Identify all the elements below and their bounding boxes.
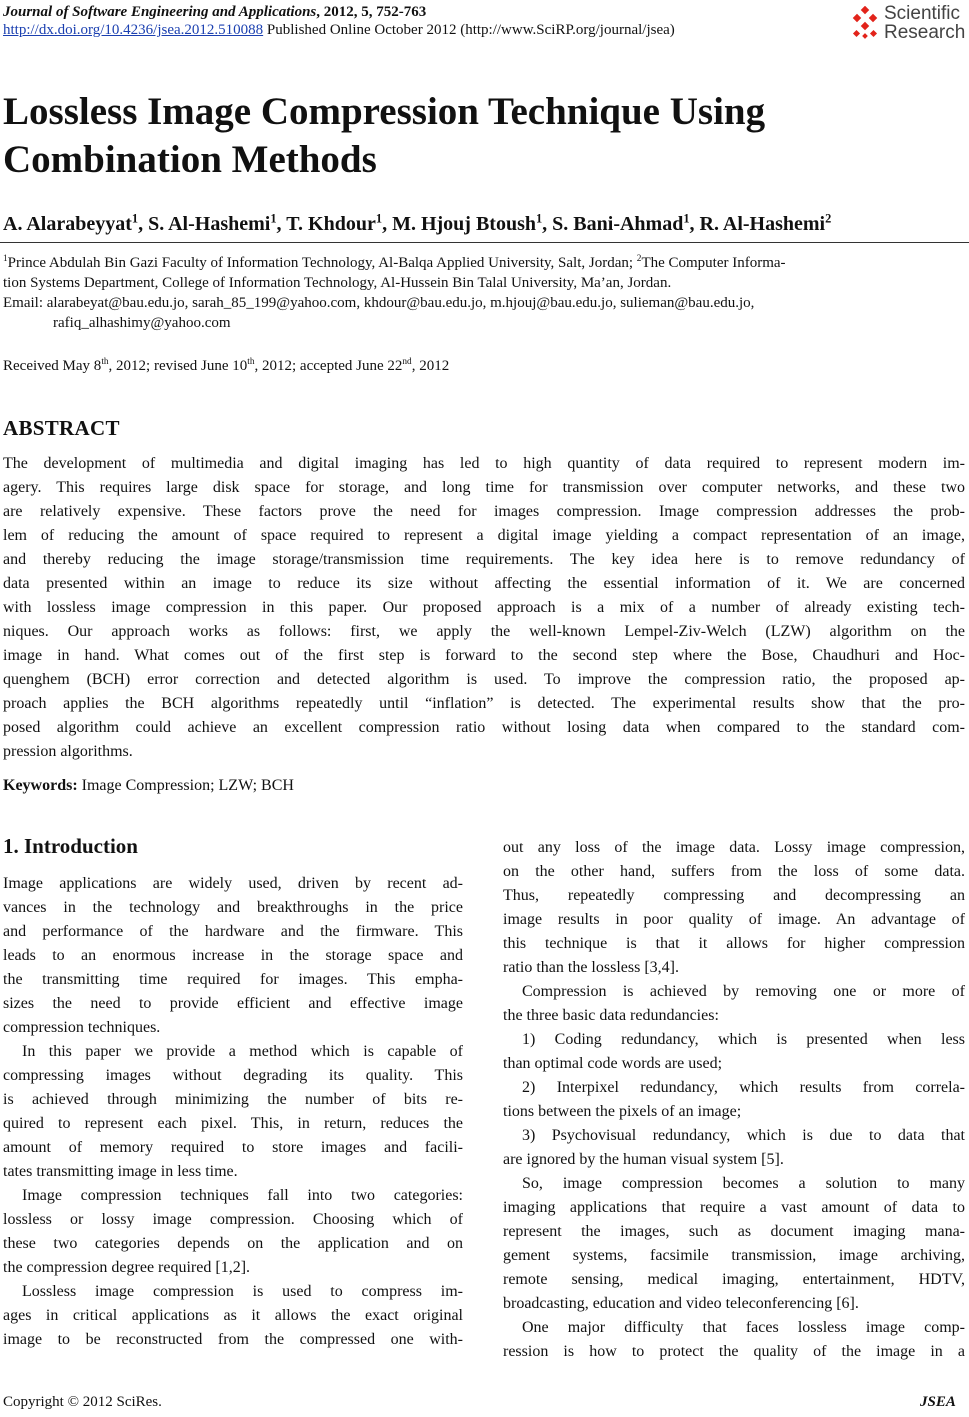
paragraph-line: vances in the technology and breakthroughs in the price bbox=[3, 899, 463, 916]
date-suffix: nd bbox=[402, 357, 412, 367]
email-line: rafiq_alhashimy@yahoo.com bbox=[53, 315, 231, 331]
paragraph-line: leads to an enormous increase in the storage space and bbox=[3, 947, 463, 964]
abstract-line: niques. Our approach works as follows: first, we apply the well-known Lempel-Ziv-Welch (LZW) algorithm on the bbox=[3, 623, 965, 640]
paragraph-line: compression techniques. bbox=[3, 1019, 161, 1036]
paragraph-line: image results in poor quality of image. An advantage of bbox=[503, 911, 965, 928]
abstract-line: agery. This requires large disk space for storage, and long time for transmission over computer networks, and these two bbox=[3, 479, 965, 496]
author-name: S. Bani-Ahmad bbox=[552, 213, 684, 235]
paragraph-line: this technique is that it allows for higher compression bbox=[503, 935, 965, 952]
abstract-line: are relatively expensive. These factors prove the need for images compression. Image compression addresses the prob- bbox=[3, 503, 965, 520]
logo-text-scientific: Scientific bbox=[884, 3, 961, 24]
paragraph-line: than optimal code words are used; bbox=[503, 1055, 723, 1072]
paragraph-line: the three basic data redundancies: bbox=[503, 1007, 719, 1024]
publication-line bbox=[3, 21, 675, 39]
abstract-line: with lossless image compression in this paper. Our proposed approach is a mix of a number of already existing tech- bbox=[3, 599, 965, 616]
author-affiliation-marker: 1 bbox=[270, 211, 277, 226]
abstract-line: data presented within an image to reduce its size without affecting the essential information of it. We are concerned bbox=[3, 575, 965, 592]
abstract-heading: ABSTRACT bbox=[3, 416, 120, 440]
affiliation-text: Prince Abdulah Bin Gazi Faculty of Information Technology, Al-Balqa Applied University, Salt, Jordan; bbox=[7, 255, 637, 271]
abstract-line: pression algorithms. bbox=[3, 743, 133, 760]
paragraph-line: Image compression techniques fall into two categories: bbox=[22, 1187, 463, 1204]
publisher-logo bbox=[848, 2, 968, 44]
paragraph-line: are ignored by the human visual system [5]. bbox=[503, 1151, 784, 1168]
accepted-date: , 2012; accepted June 22 bbox=[254, 358, 403, 374]
paragraph-line: 1) Coding redundancy, which is presented when less bbox=[522, 1031, 965, 1048]
abstract-line: quenghem (BCH) error correction and detected algorithm is used. To improve the compression ratio, the proposed ap- bbox=[3, 671, 965, 688]
email-line: Email: alarabeyat@bau.edu.jo, sarah_85_199@yahoo.com, khdour@bau.edu.jo, m.hjouj@bau.edu.jo, sulieman@bau.edu.jo, bbox=[3, 295, 755, 311]
paragraph-line: amount of memory required to store images and facili- bbox=[3, 1139, 463, 1156]
paragraph-line: represent the images, such as document imaging mana- bbox=[503, 1223, 965, 1240]
abstract-line: posed algorithm could achieve an excellent compression ratio without losing data when compared to the standard com- bbox=[3, 719, 965, 736]
paragraph-line: ression is how to protect the quality of the image in a bbox=[503, 1343, 965, 1360]
title-line: Combination Methods bbox=[3, 138, 377, 181]
paragraph-line: is achieved through minimizing the number of bits re- bbox=[3, 1091, 463, 1108]
abstract-line: proach applies the BCH algorithms repeatedly until “inflation” is detected. The experimental results show that the pro- bbox=[3, 695, 965, 712]
author-name: S. Al-Hashemi bbox=[148, 213, 271, 235]
paragraph-line: 3) Psychovisual redundancy, which is due to data that bbox=[522, 1127, 965, 1144]
doi-link[interactable]: http://dx.doi.org/10.4236/jsea.2012.510088 bbox=[3, 22, 264, 38]
paragraph-line: broadcasting, education and video teleconferencing [6]. bbox=[503, 1295, 859, 1312]
divider bbox=[0, 242, 969, 243]
author-separator: , bbox=[138, 213, 149, 235]
date-suffix: th bbox=[101, 357, 109, 367]
author-affiliation-marker: 2 bbox=[825, 211, 832, 226]
paragraph-line: Thus, repeatedly compressing and decompressing an bbox=[503, 887, 965, 904]
author-name: T. Khdour bbox=[286, 213, 376, 235]
affiliation-marker: 2 bbox=[636, 254, 642, 264]
paragraph-line: on the other hand, suffers from the loss of some data. bbox=[503, 863, 965, 880]
submission-dates bbox=[3, 356, 449, 376]
paragraph-line: out any loss of the image data. Lossy image compression, bbox=[503, 839, 965, 856]
keywords-label: Keywords: bbox=[3, 777, 78, 794]
paragraph-line: In this paper we provide a method which is capable of bbox=[22, 1043, 463, 1060]
revised-date: , 2012; revised June 10 bbox=[108, 358, 248, 374]
received-date: Received May 8 bbox=[3, 358, 102, 374]
copyright-footer: Copyright © 2012 SciRes. bbox=[3, 1394, 162, 1410]
affiliation-line bbox=[3, 253, 967, 273]
date-year: , 2012 bbox=[411, 358, 450, 374]
paragraph-line: Lossless image compression is used to compress im- bbox=[22, 1283, 463, 1300]
journal-header bbox=[3, 3, 426, 21]
logo-text-research: Research bbox=[884, 22, 966, 43]
paragraph-line: gement systems, facsimile transmission, image archiving, bbox=[503, 1247, 965, 1264]
author-name: A. Alarabeyyat bbox=[3, 213, 132, 235]
paragraph-line: Image applications are widely used, driven by recent ad- bbox=[3, 875, 463, 892]
affiliation-text: The Computer Informa- bbox=[641, 255, 786, 271]
author-name: R. Al-Hashemi bbox=[699, 213, 826, 235]
keywords-text: Image Compression; LZW; BCH bbox=[77, 777, 294, 794]
author-affiliation-marker: 1 bbox=[683, 211, 690, 226]
paragraph-line: tates transmitting image in less time. bbox=[3, 1163, 238, 1180]
abstract-line: lem of reducing the amount of space required to represent a digital image yielding a compact representation of an image, bbox=[3, 527, 965, 544]
author-affiliation-marker: 1 bbox=[535, 211, 543, 226]
published-online-text: Published Online October 2012 (http://www.SciRP.org/journal/jsea) bbox=[263, 22, 675, 38]
paragraph-line: remote sensing, medical imaging, entertainment, HDTV, bbox=[503, 1271, 965, 1288]
paragraph-line: Compression is achieved by removing one or more of bbox=[522, 983, 965, 1000]
paragraph-line: the transmitting time required for images. This empha- bbox=[3, 971, 463, 988]
paragraph-line: lossless or lossy image compression. Choosing which of bbox=[3, 1211, 463, 1228]
author-separator: , bbox=[276, 213, 287, 235]
paper-title bbox=[3, 88, 903, 184]
paragraph-line: 2) Interpixel redundancy, which results from correla- bbox=[522, 1079, 965, 1096]
abstract-line: The development of multimedia and digital imaging has led to high quantity of data required to represent modern im- bbox=[3, 455, 965, 472]
author-separator: , bbox=[542, 213, 553, 235]
paragraph-line: ratio than the lossless [3,4]. bbox=[503, 959, 679, 976]
author-list bbox=[3, 212, 831, 236]
volume-info: , 2012, 5, 752-763 bbox=[316, 4, 427, 20]
paragraph-line: tions between the pixels of an image; bbox=[503, 1103, 742, 1120]
section-heading-introduction: 1. Introduction bbox=[3, 834, 138, 858]
date-suffix: th bbox=[247, 357, 255, 367]
paragraph-line: One major difficulty that faces lossless image comp- bbox=[522, 1319, 965, 1336]
paragraph-line: quired to represent each pixel. This, in return, reduces the bbox=[3, 1115, 463, 1132]
title-line: Lossless Image Compression Technique Using bbox=[3, 90, 766, 133]
paragraph-line: image to be reconstructed from the compressed one with- bbox=[3, 1331, 463, 1348]
paragraph-line: the compression degree required [1,2]. bbox=[3, 1259, 251, 1276]
paragraph-line: and performance of the hardware and the firmware. This bbox=[3, 923, 463, 940]
author-separator: , bbox=[689, 213, 700, 235]
scientific-research-logo-icon bbox=[848, 6, 882, 40]
journal-name: Journal of Software Engineering and Applications bbox=[3, 4, 317, 20]
author-separator: , bbox=[382, 213, 393, 235]
paragraph-line: imaging applications that require a vast amount of data to bbox=[503, 1199, 965, 1216]
affiliation-line: tion Systems Department, College of Information Technology, Al-Hussein Bin Talal University, Ma’an, Jordan. bbox=[3, 275, 672, 291]
paragraph-line: ages in critical applications as it allows the exact original bbox=[3, 1307, 463, 1324]
paragraph-line: compressing images without degrading its quality. This bbox=[3, 1067, 463, 1084]
journal-abbreviation: JSEA bbox=[920, 1394, 956, 1410]
paragraph-line: these two categories depends on the application and on bbox=[3, 1235, 463, 1252]
affiliation-marker: 1 bbox=[3, 254, 8, 264]
paragraph-line: sizes the need to provide efficient and effective image bbox=[3, 995, 463, 1012]
author-affiliation-marker: 1 bbox=[131, 211, 139, 226]
author-affiliation-marker: 1 bbox=[375, 211, 383, 226]
abstract-line: and thereby reducing the image storage/transmission time requirements. The key idea here is to remove redundancy of bbox=[3, 551, 965, 568]
author-name: M. Hjouj Btoush bbox=[392, 213, 536, 235]
paragraph-line: So, image compression becomes a solution to many bbox=[522, 1175, 965, 1192]
keywords bbox=[3, 774, 294, 798]
abstract-line: image in hand. What comes out of the first step is forward to the second step where the Bose, Chaudhuri and Hoc- bbox=[3, 647, 965, 664]
